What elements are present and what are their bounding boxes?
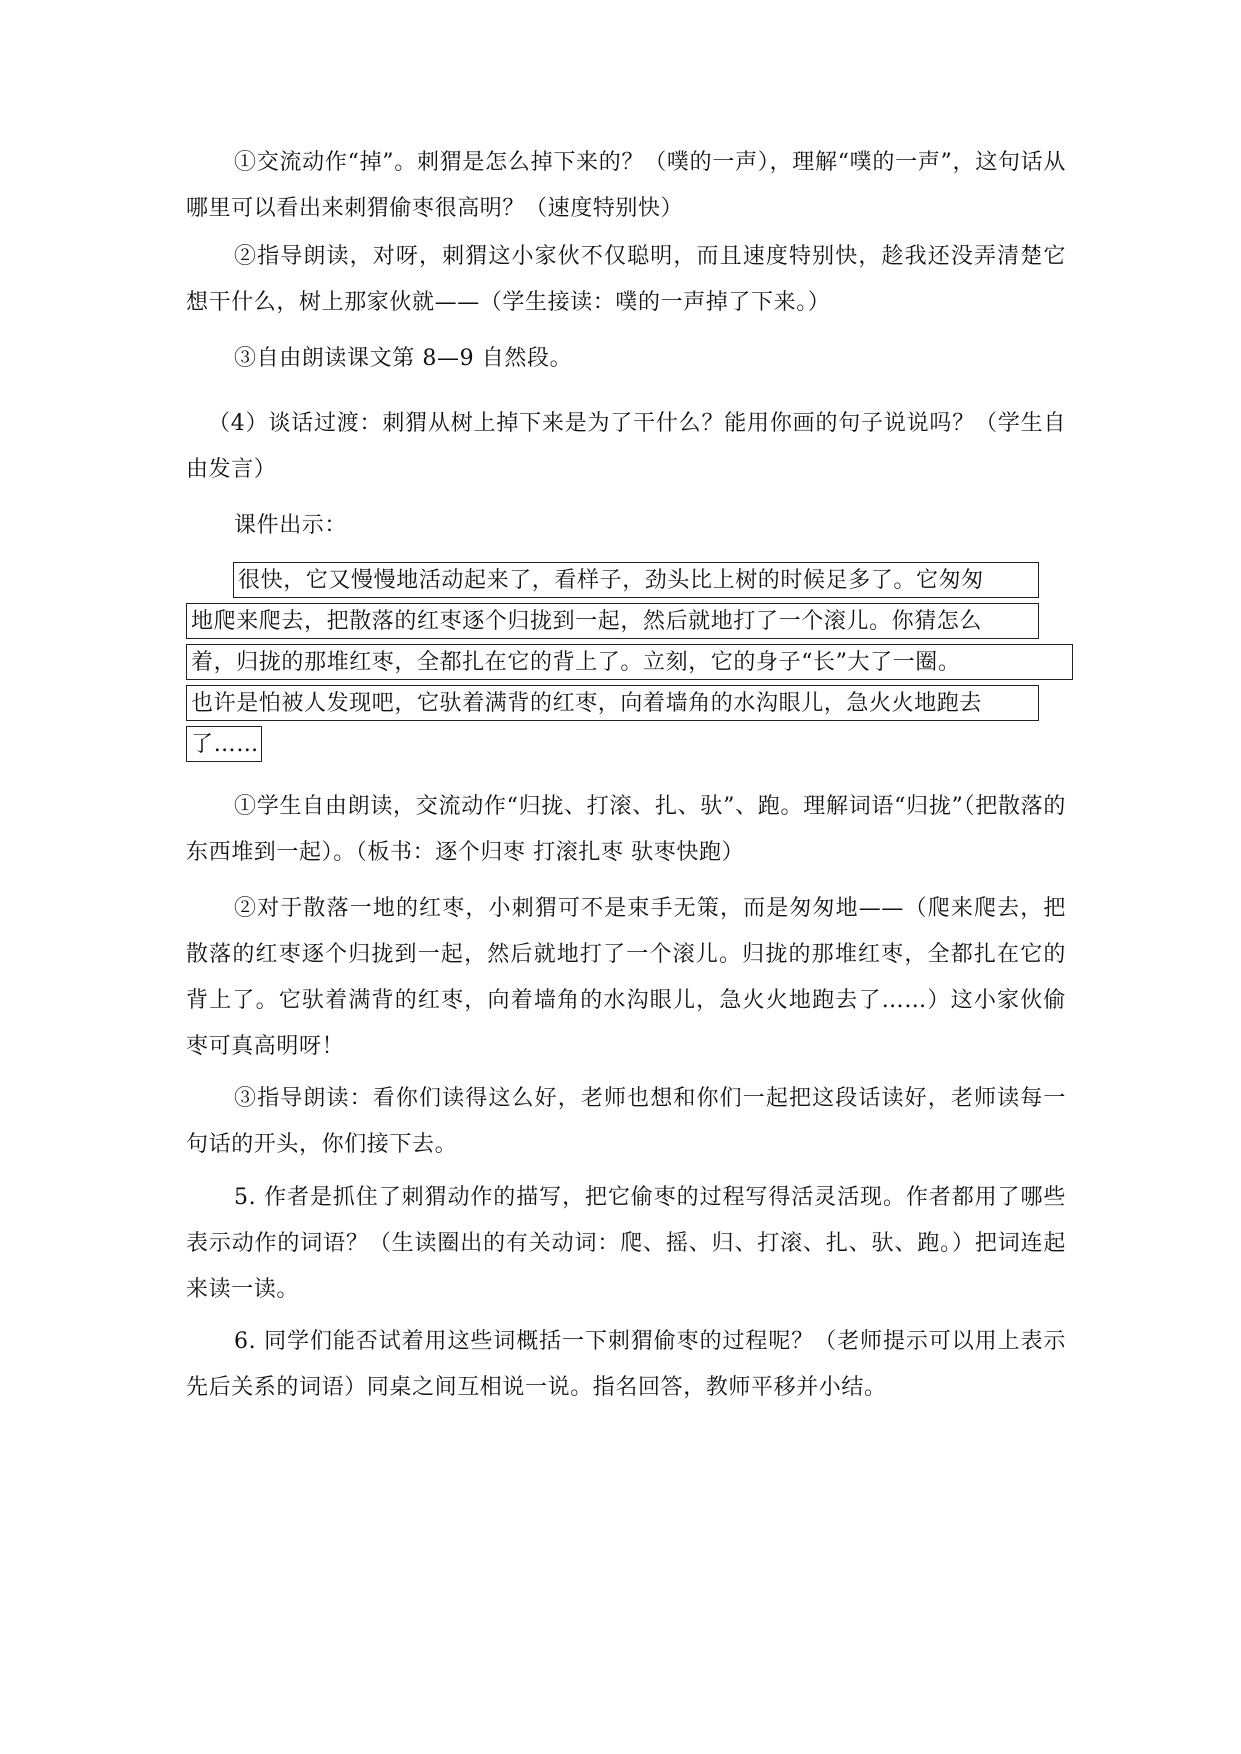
paragraph-1: ①交流动作“掉”。刺猬是怎么掉下来的？（噗的一声），理解“噗的一声”，这句话从哪里可以看出来刺猬偷枣很高明？（速度特别快） <box>186 150 1066 221</box>
courseware-line-5: 了…… <box>186 726 262 762</box>
paragraph-10: 6. 同学们能否试着用这些词概括一下刺猬偷枣的过程呢？（老师提示可以用上表示先后关系的词语）同桌之间互相说一说。指名回答，教师平移并小结。 <box>186 1329 1066 1400</box>
paragraph-3: ③自由朗读课文第 8—9 自然段。 <box>234 346 573 371</box>
courseware-line-1: 很快，它又慢慢地活动起来了，看样子，劲头比上树的时候足多了。它匆匆 <box>233 562 1039 598</box>
paragraph-4: （4）谈话过渡：刺猬从树上掉下来是为了干什么？能用你画的句子说说吗？（学生自由发言） <box>186 411 1066 482</box>
courseware-line-3: 着，归拢的那堆红枣，全都扎在它的背上了。立刻，它的身子“长”大了一圈。 <box>186 644 1073 680</box>
paragraph-7: ②对于散落一地的红枣，小刺猬可不是束手无策，而是匆匆地——（爬来爬去，把散落的红枣逐个归拢到一起，然后就地打了一个滚儿。归拢的那堆红枣，全都扎在它的背上了。它驮着满背的红枣，向着墙角的水沟眼儿，急火火地跑去了……）这小家伙偷枣可真高明呀！ <box>186 896 1066 1059</box>
paragraph-6: ①学生自由朗读，交流动作“归拢、打滚、扎、驮”、跑。理解词语“归拢”（把散落的东西堆到一起）。（板书：逐个归枣 打滚扎枣 驮枣快跑） <box>186 794 1066 865</box>
paragraph-8: ③指导朗读：看你们读得这么好，老师也想和你们一起把这段话读好，老师读每一句话的开头，你们接下去。 <box>186 1086 1066 1157</box>
courseware-line-4: 也许是怕被人发现吧，它驮着满背的红枣，向着墙角的水沟眼儿，急火火地跑去 <box>186 685 1039 721</box>
paragraph-2: ②指导朗读，对呀，刺猬这小家伙不仅聪明，而且速度特别快，趁我还没弄清楚它想干什么，树上那家伙就——（学生接读：噗的一声掉了下来。） <box>186 244 1066 315</box>
paragraph-5: 课件出示： <box>234 513 348 538</box>
courseware-line-2: 地爬来爬去，把散落的红枣逐个归拢到一起，然后就地打了一个滚儿。你猜怎么 <box>186 603 1039 639</box>
paragraph-9: 5. 作者是抓住了刺猬动作的描写，把它偷枣的过程写得活灵活现。作者都用了哪些表示动作的词语？（生读圈出的有关动词：爬、摇、归、打滚、扎、驮、跑。）把词连起来读一读。 <box>186 1185 1066 1302</box>
